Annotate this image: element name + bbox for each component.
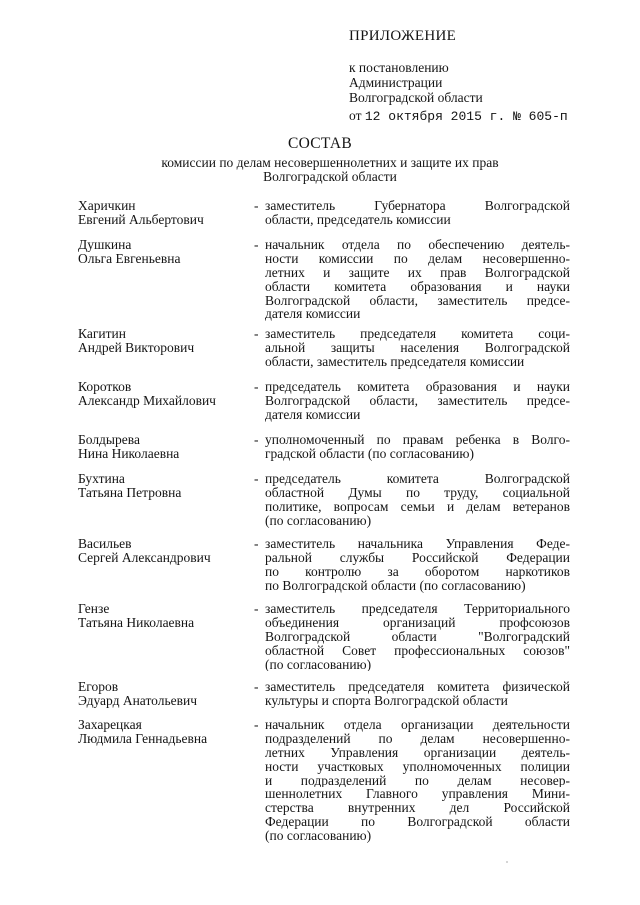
appendix-reference [349, 60, 483, 105]
member-given-names: Александр Михайлович [78, 392, 216, 408]
member-surname: Гензе [78, 601, 110, 616]
member-surname: Харичкин [78, 198, 136, 213]
member-given-names: Сергей Александрович [78, 549, 211, 565]
dash-separator: - [254, 237, 259, 252]
member-name [78, 199, 253, 227]
role-line: уполномоченный по правам ребенка в Волго- [265, 433, 570, 447]
member-role [265, 327, 570, 369]
member-surname: Болдырева [78, 432, 140, 447]
member-surname: Душкина [78, 237, 132, 252]
member-role [265, 238, 570, 321]
role-line: Волгоградской области, заместитель предсе- [265, 293, 570, 308]
role-line: (по согласованию) [265, 657, 372, 672]
member-name [78, 718, 253, 746]
appendix-label: ПРИЛОЖЕНИЕ [349, 28, 457, 44]
reference-line: Волгоградской области [349, 90, 483, 105]
role-line: Федерации по Волгоградской области [265, 815, 570, 830]
role-line: шеннолетних Главного управления Мини- [265, 787, 570, 802]
scan-speck [506, 861, 508, 863]
member-surname: Егоров [78, 679, 119, 694]
role-line: летних Управления организации деятель- [265, 745, 570, 760]
reference-line: к постановлению [349, 60, 449, 75]
dash-separator: - [254, 198, 259, 213]
role-line: ности комиссии по делам несовершенно- [265, 251, 570, 266]
member-role [265, 680, 570, 708]
dash-separator: - [254, 601, 259, 616]
role-line: (по согласованию) [265, 513, 372, 528]
member-role [265, 199, 570, 227]
role-line: начальник отдела организации деятельности [265, 718, 570, 732]
role-line: политике, вопросам семьи и делам ветеранов [265, 499, 570, 514]
role-line: стерства внутренних дел Российской [265, 801, 570, 816]
dash-separator: - [254, 432, 259, 447]
dash-separator: - [254, 471, 259, 486]
role-line: альной защиты населения Волгоградской [265, 340, 570, 355]
member-name [78, 680, 253, 708]
role-line: по Волгоградской области (по согласованию) [265, 578, 526, 593]
decree-date-number: 12 октября 2015 г. № 605-п [364, 109, 568, 124]
date-prefix: от [349, 108, 362, 123]
document-subtitle [100, 156, 560, 184]
role-line: заместитель председателя комитета физической [265, 680, 570, 694]
role-line: областной Думы по труду, социальной [265, 485, 570, 500]
role-line: заместитель председателя Территориального [265, 602, 570, 616]
member-name [78, 472, 253, 500]
member-role [265, 433, 570, 461]
role-line: председатель комитета Волгоградской [265, 472, 570, 486]
role-line: подразделений по делам несовершенно- [265, 731, 570, 746]
role-line: области комитета образования и науки [265, 279, 570, 294]
dash-separator: - [254, 379, 259, 394]
member-given-names: Андрей Викторович [78, 339, 195, 355]
member-given-names: Людмила Геннадьевна [78, 730, 208, 746]
role-line: объединения организаций профсоюзов [265, 615, 570, 630]
role-line: летних и защите их прав Волгоградской [265, 265, 570, 280]
role-line: Волгоградской области "Волгоградский [265, 629, 570, 644]
member-name [78, 238, 253, 266]
role-line: Волгоградской области, заместитель предсе- [265, 393, 570, 408]
role-line: дателя комиссии [265, 407, 361, 422]
role-line: заместитель председателя комитета соци- [265, 327, 570, 341]
member-surname: Коротков [78, 379, 132, 394]
role-line: области, председатель комиссии [265, 212, 451, 227]
member-given-names: Эдуард Анатольевич [78, 692, 198, 708]
role-line: председатель комитета образования и науки [265, 380, 570, 394]
member-given-names: Нина Николаевна [78, 445, 180, 461]
role-line: области, заместитель председателя комиссии [265, 354, 525, 369]
member-name [78, 327, 253, 355]
role-line: культуры и спорта Волгоградской области [265, 693, 508, 708]
decree-date-line [349, 108, 568, 124]
member-given-names: Татьяна Петровна [78, 484, 182, 500]
dash-separator: - [254, 679, 259, 694]
role-line: (по согласованию) [265, 829, 372, 844]
member-given-names: Ольга Евгеньевна [78, 250, 181, 266]
member-name [78, 537, 253, 565]
role-line: заместитель начальника Управления Феде- [265, 537, 570, 551]
role-line: и подразделений по делам несовер- [265, 773, 570, 788]
member-surname: Захарецкая [78, 717, 142, 732]
role-line: начальник отдела по обеспечению деятель- [265, 238, 570, 252]
reference-line: Администрации [349, 75, 443, 90]
dash-separator: - [254, 536, 259, 551]
member-role [265, 602, 570, 671]
member-name [78, 433, 253, 461]
role-line: ности участковых уполномоченных полиции [265, 759, 570, 774]
member-given-names: Татьяна Николаевна [78, 614, 195, 630]
subtitle-line: Волгоградской области [263, 169, 397, 184]
role-line: дателя комиссии [265, 307, 361, 322]
member-surname: Кагитин [78, 326, 126, 341]
document-title: СОСТАВ [287, 135, 353, 152]
member-given-names: Евгений Альбертович [78, 211, 204, 227]
dash-separator: - [254, 717, 259, 732]
member-role [265, 472, 570, 528]
member-name [78, 380, 253, 408]
role-line: градской области (по согласованию) [265, 446, 474, 461]
role-line: ральной службы Российской Федерации [265, 550, 570, 565]
member-role [265, 380, 570, 422]
role-line: заместитель Губернатора Волгоградской [265, 199, 570, 213]
subtitle-line: комиссии по делам несовершеннолетних и защите их прав [161, 155, 499, 170]
member-surname: Бухтина [78, 471, 125, 486]
dash-separator: - [254, 326, 259, 341]
role-line: областной Совет профессиональных союзов" [265, 643, 570, 658]
member-surname: Васильев [78, 536, 132, 551]
member-name [78, 602, 253, 630]
role-line: по контролю за оборотом наркотиков [265, 564, 570, 579]
member-role [265, 718, 570, 843]
member-role [265, 537, 570, 593]
